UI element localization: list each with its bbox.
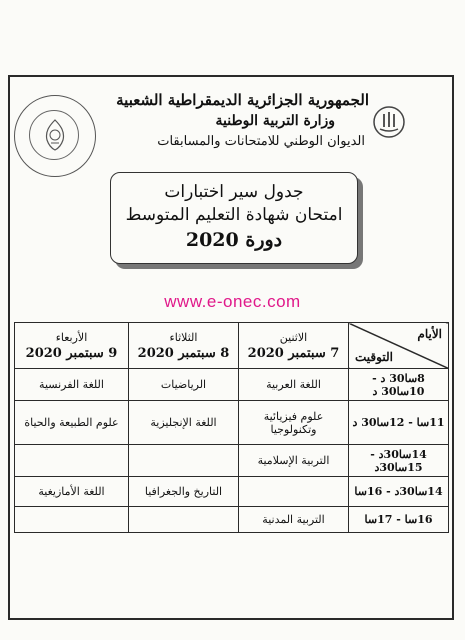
days-label: الأيام xyxy=(417,327,442,341)
table-row xyxy=(15,369,449,401)
subject-cell: اللغة الإنجليزية xyxy=(129,401,239,445)
day-name: الثلاثاء xyxy=(169,330,198,344)
subject-cell xyxy=(129,507,239,533)
timing-label: التوقيت xyxy=(355,350,393,364)
header xyxy=(116,89,369,153)
corner-cell xyxy=(349,323,449,369)
subject-cell: الرياضيات xyxy=(129,369,239,401)
time-slot: 14سا30د - 15سا30د xyxy=(349,445,449,477)
time-slot: 8سا30 د - 10سا30 د xyxy=(349,369,449,401)
title-line-2: امتحان شهادة التعليم المتوسط xyxy=(125,205,343,225)
subject-cell xyxy=(15,445,129,477)
day-date: 7 سبتمبر 2020 xyxy=(247,345,340,361)
ministry-name: وزارة التربية الوطنية xyxy=(215,113,335,129)
subject-cell: التربية الإسلامية xyxy=(239,445,349,477)
subject-cell: اللغة الفرنسية xyxy=(15,369,129,401)
republic-name: الجمهورية الجزائرية الديمقراطية الشعبية xyxy=(116,91,369,109)
subject-cell: علوم فيزيائية وتكنولوجيا xyxy=(239,401,349,445)
time-slot: 14سا30د - 16سا xyxy=(349,477,449,507)
title-line-3: دورة 2020 xyxy=(185,229,283,251)
subject-cell: اللغة العربية xyxy=(239,369,349,401)
website-watermark[interactable]: www.e-onec.com xyxy=(164,292,301,311)
day-name: الأربعاء xyxy=(55,330,88,344)
official-seal xyxy=(14,95,96,177)
table-row xyxy=(15,507,449,533)
day-date: 8 سبتمبر 2020 xyxy=(137,345,230,361)
office-name: الديوان الوطني للامتحانات والمسابقات xyxy=(157,134,365,149)
time-slot: 11سا - 12سا30 د xyxy=(349,401,449,445)
table-row xyxy=(15,477,449,507)
subject-cell xyxy=(129,445,239,477)
subject-cell: التاريخ والجغرافيا xyxy=(129,477,239,507)
day-date: 9 سبتمبر 2020 xyxy=(25,345,118,361)
day-header xyxy=(129,323,239,369)
subject-cell: اللغة الأمازيغية xyxy=(15,477,129,507)
table-row xyxy=(15,445,449,477)
table-header-row xyxy=(15,323,449,369)
subject-cell: علوم الطبيعة والحياة xyxy=(15,401,129,445)
time-slot: 16سا - 17سا xyxy=(349,507,449,533)
subject-cell: التربية المدنية xyxy=(239,507,349,533)
day-header xyxy=(15,323,129,369)
day-name: الاثنين xyxy=(279,330,308,344)
onec-logo-icon xyxy=(370,103,408,141)
day-header xyxy=(239,323,349,369)
subject-cell xyxy=(239,477,349,507)
subject-cell xyxy=(15,507,129,533)
exam-schedule-table xyxy=(14,322,449,533)
title-box xyxy=(110,172,358,264)
table-row xyxy=(15,401,449,445)
emblem-icon xyxy=(39,118,71,152)
title-line-1: جدول سير اختبارات xyxy=(164,182,304,202)
